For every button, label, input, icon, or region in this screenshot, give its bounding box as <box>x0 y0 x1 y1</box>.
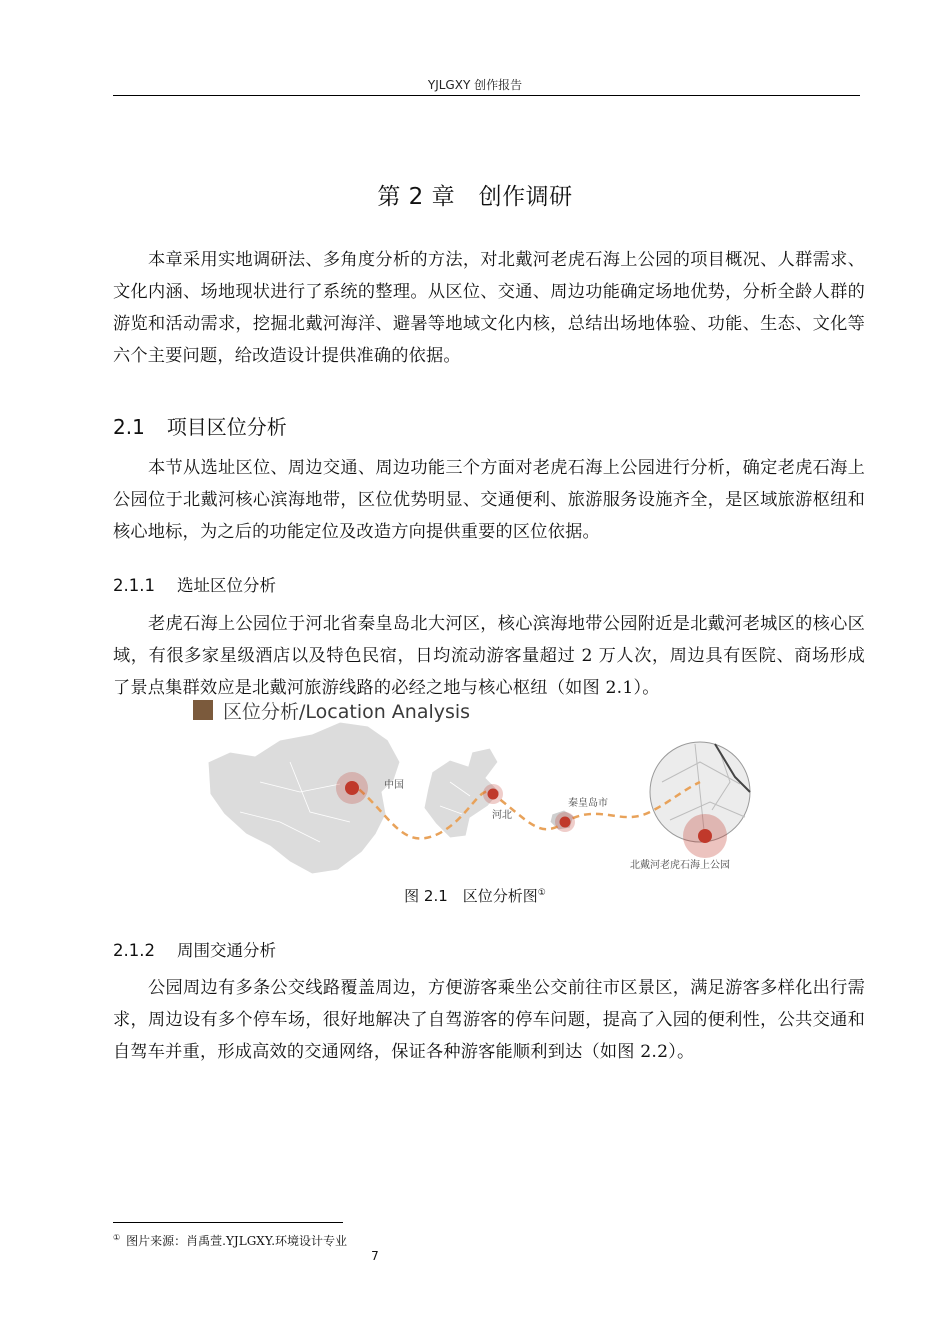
label-park: 北戴河老虎石海上公园 <box>630 860 730 871</box>
section-2-1-1-paragraph: 老虎石海上公园位于河北省秦皇岛北大河区，核心滨海地带公园附近是北戴河老城区的核心区域，有很多家星级酒店以及特色民宿，日均流动游客量超过 2 万人次，周边具有医院、商场形成了景点集群效应是北戴河旅游线路的必经之地与核心枢纽（如图 2.1）。 <box>113 614 865 698</box>
section-title: 选址区位分析 <box>176 576 276 595</box>
section-title: 项目区位分析 <box>166 415 287 439</box>
figure-title <box>193 697 470 724</box>
location-analysis-map <box>200 722 770 882</box>
label-china: 中国 <box>384 780 404 791</box>
intro-paragraph: 本章采用实地调研法、多角度分析的方法，对北戴河老虎石海上公园的项目概况、人群需求、文化内涵、场地现状进行了系统的整理。从区位、交通、周边功能确定场地优势，分析全龄人群的游览和活动需求，挖掘北戴河海洋、避暑等地域文化内核，总结出场地体验、功能、生态、文化等六个主要问题，给改造设计提供准确的依据。 <box>113 250 865 366</box>
section-2-1-paragraph: 本节从选址区位、周边交通、周边功能三个方面对老虎石海上公园进行分析，确定老虎石海上公园位于北戴河核心滨海地带，区位优势明显、交通便利、旅游服务设施齐全，是区域旅游枢纽和核心地标，为之后的功能定位及改造方向提供重要的区位依据。 <box>113 458 865 542</box>
section-heading-2-1-2 <box>113 937 276 961</box>
section-heading-2-1 <box>113 411 287 440</box>
caption-text: 图 2.1 区位分析图 <box>404 887 538 905</box>
section-title: 周围交通分析 <box>176 941 276 960</box>
caption-footnote-marker: ① <box>537 888 546 898</box>
section-number: 2.1.2 <box>113 941 155 960</box>
section-heading-2-1-1 <box>113 572 276 596</box>
footnote-marker: ① <box>113 1233 121 1242</box>
section-2-1-2-paragraph: 公园周边有多条公交线路覆盖周边，方便游客乘坐公交前往市区景区，满足游客多样化出行需求，周边设有多个停车场，很好地解决了自驾游客的停车问题，提高了入园的便利性，公共交通和自驾车并重，形成高效的交通网络，保证各种游客能顺利到达（如图 2.2）。 <box>113 978 865 1062</box>
page-number: 7 <box>371 1249 379 1263</box>
china-marker <box>345 781 359 795</box>
section-number: 2.1.1 <box>113 576 155 595</box>
footnote-text: 图片来源：肖禹萱.YJLGXY.环境设计专业 <box>126 1234 348 1248</box>
label-qinhuangdao: 秦皇岛市 <box>568 798 608 809</box>
footnote-divider <box>113 1222 343 1223</box>
park-marker <box>698 829 712 843</box>
figure-caption <box>0 885 950 906</box>
header-divider <box>113 95 860 96</box>
figure-title-text: 区位分析/Location Analysis <box>223 701 471 723</box>
hebei-marker <box>488 789 499 800</box>
footnote <box>113 1232 347 1249</box>
running-header: YJLGXY 创作报告 <box>427 78 523 92</box>
title-square-icon <box>193 700 213 720</box>
section-number: 2.1 <box>113 415 145 439</box>
qinhuangdao-marker <box>560 817 571 828</box>
chapter-title: 第 2 章 创作调研 <box>377 184 573 210</box>
label-hebei: 河北 <box>492 810 512 821</box>
